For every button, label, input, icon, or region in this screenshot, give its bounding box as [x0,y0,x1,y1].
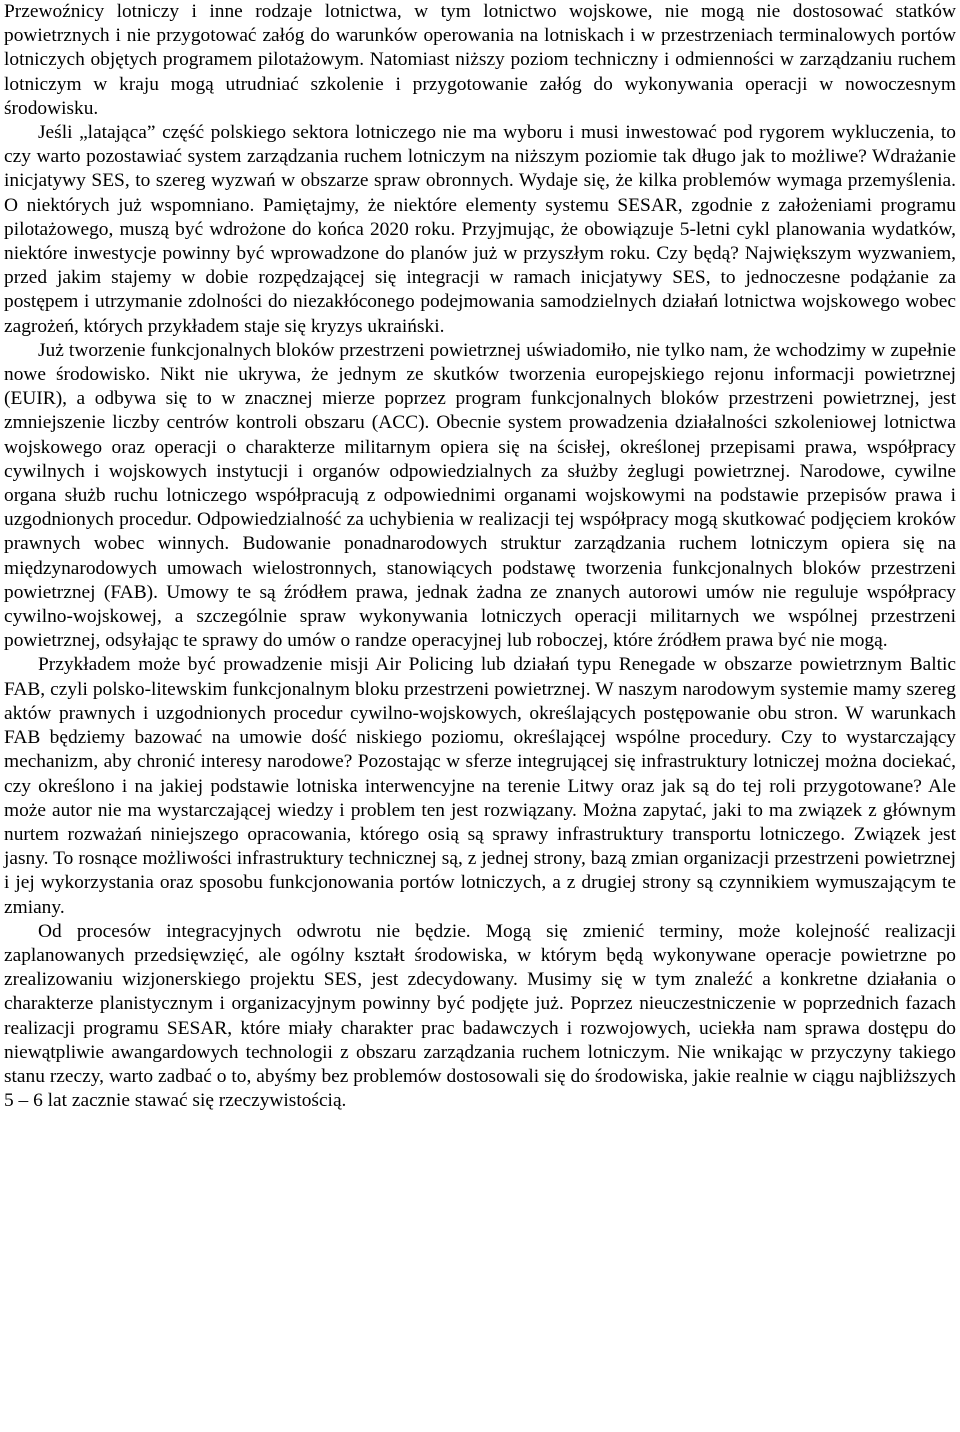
paragraph-1: Przewoźnicy lotniczy i inne rodzaje lotnictwa, w tym lotnictwo wojskowe, nie mogą nie dostosować statków powietrznych i nie przygotować załóg do warunków operowania na lotniskach i w przestrzeniach terminalowych portów lotniczych objętych programem pilotażowym. Natomiast niższy poziom techniczny i odmienności w zarządzaniu ruchem lotniczym w kraju mogą utrudniać szkolenie i przygotowanie załóg do wykonywania operacji w nowoczesnym środowisku. [4,1,956,119]
paragraph-5: Od procesów integracyjnych odwrotu nie będzie. Mogą się zmienić terminy, może kolejność realizacji zaplanowanych przedsięwzięć, ale ogólny kształt środowiska, w którym będą wykonywane operacje powietrzne po zrealizowaniu wizjonerskiego projektu SES, jest zdecydowany. Musimy się w tym znaleźć a konkretne działania o charakterze planistycznym i organizacyjnym powinny być podjęte już. Poprzez nieuczestniczenie w poprzednich fazach realizacji programu SESAR, które miały charakter prac badawczych i rozwojowych, uciekła nam sprawa dostępu do niewątpliwie awangardowych technologii z obszaru zarządzania ruchem lotniczym. Nie wnikając w przyczyny takiego stanu rzeczy, warto zadbać o to, abyśmy bez problemów dostosowali się do środowiska, jakie realnie w ciągu najbliższych 5 – 6 lat zacznie stawać się rzeczywistością. [4,920,956,1112]
paragraph-4: Przykładem może być prowadzenie misji Air Policing lub działań typu Renegade w obszarze powietrznym Baltic FAB, czyli polsko-litewskim funkcjonalnym bloku przestrzeni powietrznej. W naszym narodowym systemie mamy szereg aktów prawnych i uzgodnionych procedur cywilno-wojskowych, określających postępowanie obu stron. W warunkach FAB będziemy bazować na umowie dość niskiego poziomu, określającej wspólne procedury. Czy to wystarczający mechanizm, aby chronić interesy narodowe? Pozostając w sferze integrującej się infrastruktury lotniczej można dociekać, czy określono i na jakiej podstawie lotniska interwencyjne na terenie Litwy oraz jak są do tej roli przygotowane? Ale może autor nie ma wystarczającej wiedzy i problem ten jest rozwiązany. Można zapytać, jaki to ma związek z głównym nurtem rozważań niniejszego opracowania, którego osią są sprawy infrastruktury transportu lotniczego. Związek jest jasny. To rosnące możliwości infrastruktury technicznej są, z jednej strony, bazą zmian organizacji przestrzeni powietrznej i jej wykorzystania oraz sposobu funkcjonowania portów lotniczych, a z drugiej strony są czynnikiem wymuszającym te zmiany. [4,654,956,918]
paragraph-2: Jeśli „latająca” część polskiego sektora lotniczego nie ma wyboru i musi inwestować pod rygorem wykluczenia, to czy warto pozostawiać system zarządzania ruchem lotniczym na niższym poziomie tak długo jak to możliwe? Wdrażanie inicjatywy SES, to szereg wyzwań w obszarze spraw obronnych. Wydaje się, że kilka problemów wymaga przemyślenia. O niektórych już wspomniano. Pamiętajmy, że niektóre elementy systemu SESAR, zgodnie z założeniami programu pilotażowego, muszą być wdrożone do końca 2020 roku. Przyjmując, że obowiązuje 5-letni cykl planowania wydatków, niektóre inwestycje powinny być wprowadzone do planów już w przyszłym roku. Czy będą? Największym wyzwaniem, przed jakim stajemy w dobie rozpędzającej się integracji w ramach inicjatywy SES, to jednoczesne podążanie za postępem i utrzymanie zdolności do niezakłóconego podejmowania samodzielnych działań lotnictwa wojskowego wobec zagrożeń, których przykładem staje się kryzys ukraiński. [4,122,956,337]
paragraph-3: Już tworzenie funkcjonalnych bloków przestrzeni powietrznej uświadomiło, nie tylko nam, że wchodzimy w zupełnie nowe środowisko. Nikt nie ukrywa, że jednym ze skutków tworzenia europejskiego rejonu informacji powietrznej (EUIR), a odbywa się to w znacznej mierze poprzez program funkcjonalnych bloków przestrzeni powietrznej, jest zmniejszenie liczby centrów kontroli obszaru (ACC). Obecnie system prowadzenia działalności szkoleniowej lotnictwa wojskowego oraz operacji o charakterze militarnym opiera się na ścisłej, określonej przepisami prawa, współpracy cywilnych i wojskowych instytucji i organów odpowiedzialnych za służby żeglugi powietrznej. Narodowe, cywilne organa służb ruchu lotniczego współpracują z odpowiednimi organami wojskowymi na podstawie przepisów prawa i uzgodnionych procedur. Odpowiedzialność za uchybienia w realizacji tej współpracy mogą skutkować podjęciem kroków prawnych wobec winnych. Budowanie ponadnarodowych struktur zarządzania ruchem lotniczym opiera się na międzynarodowych umowach wielostronnych, stanowiących podstawę tworzenia funkcjonalnych bloków przestrzeni powietrznej (FAB). Umowy te są źródłem prawa, jednak żadna ze znanych autorowi umów nie reguluje współpracy cywilno-wojskowej, a szczególnie spraw wykonywania lotniczych operacji militarnych we wspólnej przestrzeni powietrznej, odsyłając te sprawy do umów o randze operacyjnej lub roboczej, które źródłem prawa być nie mogą. [4,339,956,652]
